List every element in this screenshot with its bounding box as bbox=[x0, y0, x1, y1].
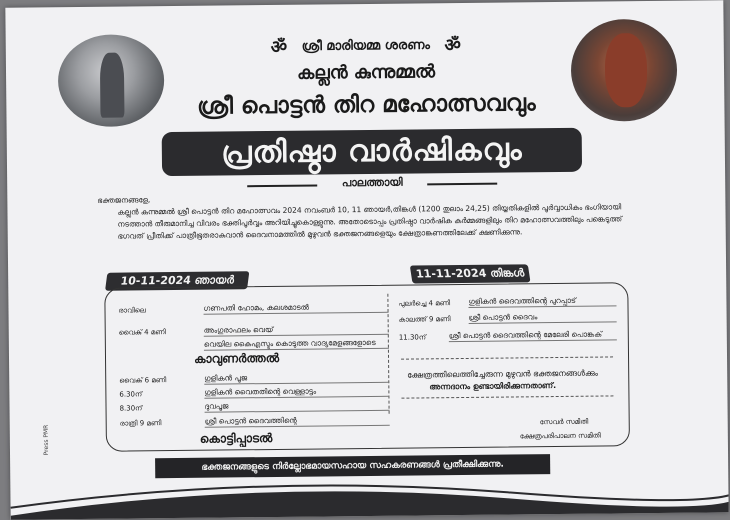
row-desc: ശ്രീ പൊട്ടൻ ദൈവത്തിന്റെ മേലേരി പൊങ്കക് bbox=[449, 329, 617, 342]
row-time: പുലർച്ചെ 4 മണി bbox=[398, 299, 451, 308]
signature-2: ക്ഷേത്രപരിപാലന സമിതി bbox=[519, 431, 601, 441]
theyyam-figure bbox=[605, 33, 648, 107]
annadanam-note-2: അന്നദാനം ഉണ്ടായിരിക്കുന്നതാണ്. bbox=[429, 381, 557, 392]
theyyam-photo-right bbox=[570, 19, 677, 122]
intro-paragraph: കല്ലൻ കുന്നുമ്മൽ ശ്രീ പൊട്ടൻ തിറ മഹോത്സവം 2024 നവംബർ 10, 11 ഞായർ,തിങ്കൾ (1200 തുലാം 24,25) തിയ്യതികളിൽ പൂർവ്വാധികം ഭംഗിയായി നടത്താൻ തീരുമാനിച്ച വിവരം ഭക്തിപൂർവ്വം അറിയിച്ചുകൊള്ളുന്നു. അതോടൊപ്പം പ്രതിഷ്ഠാ വാർഷിക കർമ്മങ്ങളിലും തിറ മഹോത്സവത്തിലും പങ്കെടുത്ത് ഭഗവത് പ്രീതിക്ക് പാത്രീഭൂതരാകുവാൻ ദൈവനാമത്തിൽ മുഴുവൻ ഭക്തജനങ്ങളെയും ക്ഷേത്രാങ്കണത്തിലേക്ക് ക്ഷണിക്കുന്നു. bbox=[117, 202, 623, 241]
divider-line bbox=[427, 183, 497, 186]
annadanam-note-1: ക്ഷേത്രത്തിലെത്തിച്ചേരുന്ന മുഴുവൻ ഭക്തജനങ്ങൾക്കും bbox=[407, 368, 599, 380]
place-title: കല്ലൻ കുന്നുമ്മൽ bbox=[296, 61, 436, 84]
row-time: 11.30ന് bbox=[398, 333, 427, 342]
row-time: വൈകു് 4 മണി bbox=[118, 328, 166, 337]
row-time: വൈകു് 6 മണി bbox=[119, 376, 167, 385]
row-desc: ശ്രീ പൊട്ടൻ ദൈവത്തിന്റെ bbox=[205, 415, 390, 428]
deity-photo-left bbox=[58, 34, 165, 127]
row-time: 8.30ന് bbox=[119, 404, 143, 413]
deity-figure bbox=[100, 53, 124, 118]
anniversary-banner: പ്രതിഷ്ഠാ വാർഷികവും bbox=[162, 128, 582, 176]
row-time: കാലത്ത് 9 മണി bbox=[398, 315, 451, 324]
printer-credit: Press PMR bbox=[42, 424, 51, 456]
row-desc: ഗുളികൻ വൈതതിന്റെ വെള്ളാട്ടം bbox=[204, 386, 389, 399]
row-desc: ഗുളികൻ പൂജ bbox=[204, 372, 389, 385]
day2-ribbon: 11-11-2024 തിങ്കൾ bbox=[410, 264, 531, 283]
row-time: 6.30ന് bbox=[119, 390, 143, 399]
row-desc: ശ്രീ പൊട്ടൻ ദൈവം bbox=[469, 311, 617, 324]
day1-ribbon: 10-11-2024 ഞായർ bbox=[105, 271, 249, 291]
greeting: ഭക്തജനങ്ങളേ, bbox=[97, 195, 151, 205]
om-icon: ॐ bbox=[444, 35, 461, 57]
row-desc: അംഗുരാഫലം വെയ് bbox=[204, 324, 389, 337]
row-desc: ഗുളികൻ ദൈവത്തിന്റെ പുറപ്പാട് bbox=[468, 295, 616, 308]
row-time: രാത്രി 9 മണി bbox=[119, 419, 162, 428]
signature-1: സേവർ സമിതി bbox=[539, 417, 589, 427]
day1-closing: കൊട്ടിപ്പാടൽ bbox=[199, 431, 273, 446]
row-desc: ദുവപൂജ bbox=[204, 400, 389, 413]
divider-line bbox=[247, 185, 317, 188]
day1-highlight: കാവുണർത്തൽ bbox=[193, 350, 280, 366]
footer-banner: ഭക്തജനങ്ങളുടെ നിർല്ലോഭമായസഹായ സഹകരണങ്ങൾ പ്രതീക്ഷിക്കുന്നു. bbox=[155, 454, 550, 478]
invocation-line bbox=[166, 32, 566, 60]
subtitle-text: പാലത്തായി bbox=[341, 175, 403, 190]
row-time: രാവിലെ bbox=[118, 306, 146, 315]
festival-title: ശ്രീ പൊട്ടൻ തിറ മഹോത്സവവും bbox=[197, 90, 536, 120]
row-desc-cont: വെയില കൈഎസ്ടം കൊടുത്ത വാദ്യമേളങ്ങളോടെ bbox=[204, 338, 389, 351]
notice-sheet bbox=[5, 0, 728, 519]
invocation-text: ശ്രീ മാരിയമ്മ ശരണം bbox=[301, 37, 430, 55]
row-desc: ഗണപതി ഹോമം, കലശമാടൽ bbox=[203, 302, 388, 315]
decorative-swoosh bbox=[10, 478, 728, 520]
om-icon: ॐ bbox=[270, 36, 288, 58]
